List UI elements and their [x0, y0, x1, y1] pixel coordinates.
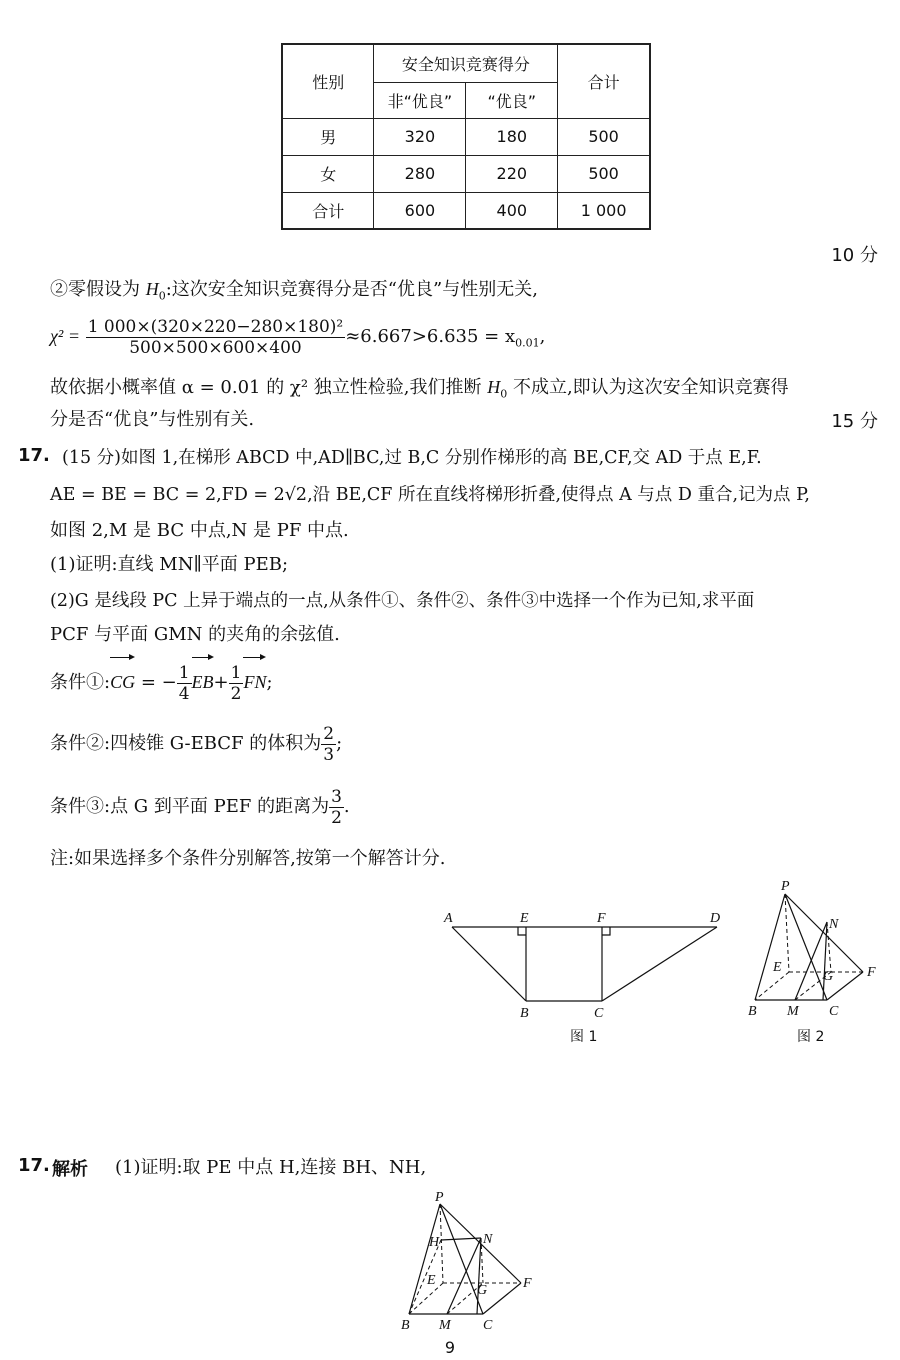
conclusion-line-1: 故依据小概率值 α = 0.01 的 χ² 独立性检验,我们推断 $H_0$ 不成立,即认为这次安全知识竞赛得 [50, 377, 789, 401]
figure-2-caption: 图 2 [797, 1029, 825, 1045]
label-P: P [435, 1190, 444, 1205]
cell: 220 [466, 155, 558, 192]
contingency-table [281, 43, 651, 230]
cell: 1 000 [558, 192, 650, 229]
conclusion-line-2: 分是否“优良”与性别有关. [50, 409, 255, 430]
null-hypothesis: ②零假设为 $H_0$:这次安全知识竞赛得分是否“优良”与性别无关, [50, 279, 538, 303]
q17-line-1: (15 分)如图 1,在梯形 ABCD 中,AD∥BC,过 B,C 分别作梯形的高 BE,CF,交 AD 于点 E,F. [62, 448, 762, 468]
page-number: 9 [444, 1338, 456, 1357]
header-total: 合计 [558, 44, 650, 118]
solution-number: 17. [18, 1155, 50, 1176]
label-P: P [781, 879, 790, 894]
chi-fraction: $\frac{\text{1 000×(320×220−280×180)²}}{500\times 500\times 600\times 400}$ [87, 316, 344, 358]
header-score: 安全知识竞赛得分 [374, 44, 558, 82]
label-B: B [520, 1006, 529, 1021]
figure-1-trapezoid [440, 905, 730, 1050]
row-label: 男 [282, 118, 374, 155]
label-F: F [867, 965, 876, 980]
label-D: D [710, 911, 721, 926]
label-C: C [829, 1004, 839, 1019]
header-not-good: 非“优良” [374, 82, 466, 118]
cell: 600 [374, 192, 466, 229]
label-N: N [483, 1232, 493, 1247]
q17-line-3: 如图 2,M 是 BC 中点,N 是 PF 中点. [50, 520, 349, 541]
label-E: E [520, 911, 529, 926]
label-G: G [823, 969, 834, 984]
q17-line-2: AE = BE = BC = 2,FD = 2√2,沿 BE,CF 所在直线将梯形折叠,使得点 A 与点 D 重合,记为点 P, [50, 485, 810, 505]
row-label: 合计 [282, 192, 374, 229]
label-M: M [787, 1004, 799, 1019]
label-B: B [748, 1004, 757, 1019]
condition-1: 条件①:CG = − $\frac{1}{4}$ EB+ $\frac{1}{2}$ FN; [50, 660, 273, 705]
condition-3: 条件③:点 G 到平面 PEF 的距离为 $\frac{3}{2}$ . [50, 786, 350, 828]
cell: 180 [466, 118, 558, 155]
label-C: C [594, 1006, 604, 1021]
cell: 500 [558, 155, 650, 192]
cell: 320 [374, 118, 466, 155]
cell: 400 [466, 192, 558, 229]
label-E: E [773, 960, 782, 975]
row-label: 女 [282, 155, 374, 192]
label-C: C [483, 1318, 493, 1333]
q17-part-2b: PCF 与平面 GMN 的夹角的余弦值. [50, 624, 340, 645]
header-good: “优良” [466, 82, 558, 118]
figure-3-solution-pyramid [395, 1188, 540, 1338]
label-A: A [444, 911, 453, 926]
cell: 500 [558, 118, 650, 155]
label-M: M [439, 1318, 451, 1333]
label-F: F [523, 1276, 532, 1291]
figure-1-caption: 图 1 [570, 1029, 598, 1045]
score-marker: 10 分 [831, 245, 878, 266]
chi-square-formula: χ² = $\frac{\text{1 000×(320×220−280×180)²}}{500\times 500\times 600\times 400}$ $\approx 6.667>6.635 = x_{0.01}$, [50, 316, 546, 358]
score-marker: 15 分 [831, 411, 878, 432]
table-row [282, 118, 650, 155]
label-N: N [829, 917, 839, 932]
label-F: F [597, 911, 606, 926]
header-gender: 性别 [282, 44, 374, 118]
figure-2-pyramid [745, 878, 885, 1048]
question-number: 17. [18, 445, 50, 466]
label-G: G [477, 1283, 488, 1298]
note: 注:如果选择多个条件分别解答,按第一个解答计分. [50, 848, 446, 869]
cell: 280 [374, 155, 466, 192]
label-H: H [429, 1235, 440, 1250]
solution-text: (1)证明:取 PE 中点 H,连接 BH、NH, [115, 1157, 427, 1178]
q17-part-1: (1)证明:直线 MN∥平面 PEB; [50, 554, 289, 575]
solution-label: 解析 [52, 1159, 88, 1180]
table-row [282, 155, 650, 192]
condition-2: 条件②:四棱锥 G-EBCF 的体积为 $\frac{2}{3}$ ; [50, 723, 343, 765]
label-E: E [427, 1273, 436, 1288]
label-B: B [401, 1318, 410, 1333]
q17-part-2a: (2)G 是线段 PC 上异于端点的一点,从条件①、条件②、条件③中选择一个作为已知,求平面 [50, 591, 755, 611]
table-row [282, 192, 650, 229]
